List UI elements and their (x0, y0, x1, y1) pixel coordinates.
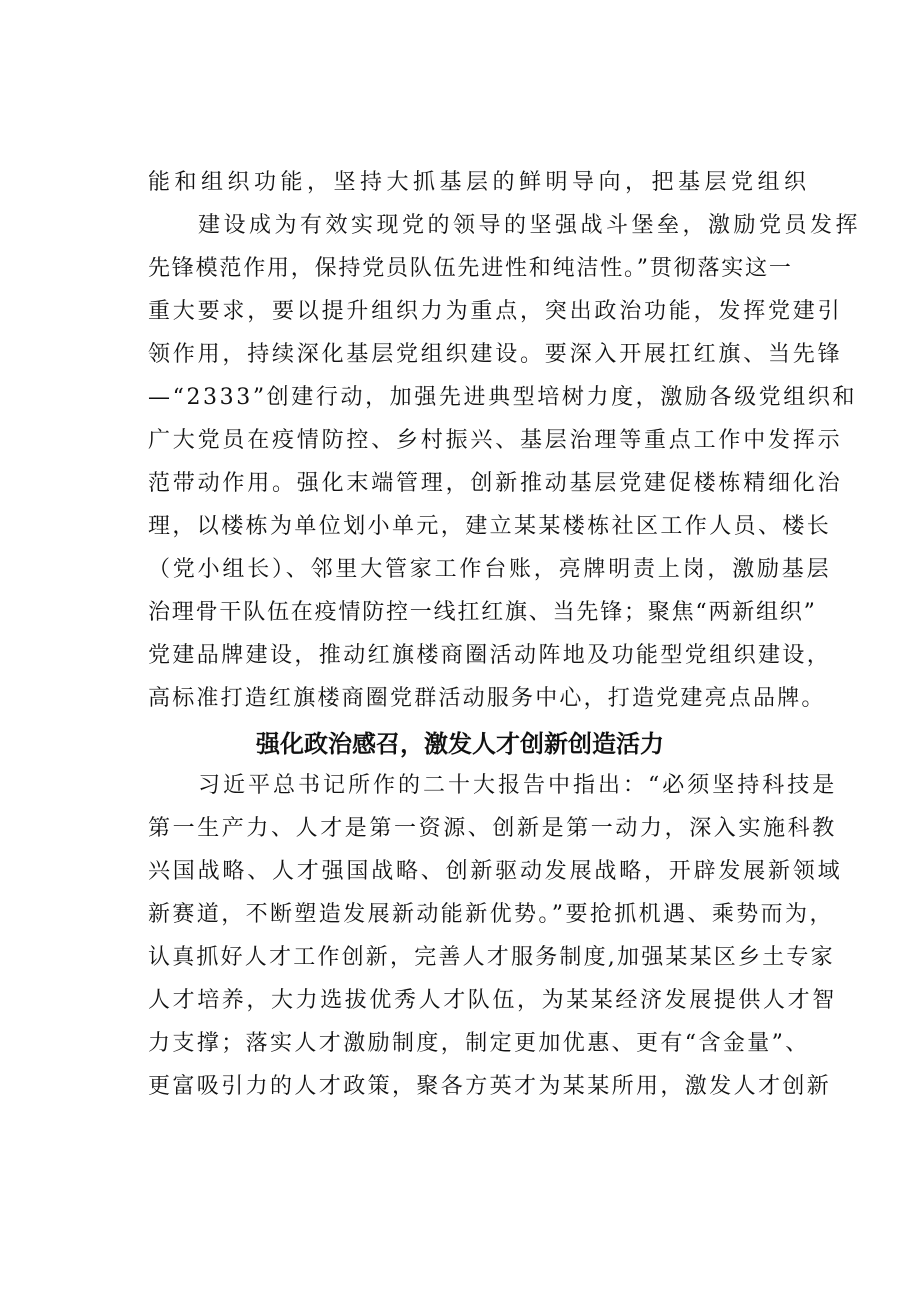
paragraph-line (0, 557, 920, 583)
paragraph-line (0, 213, 920, 239)
paragraph-line (0, 1074, 920, 1100)
line-text: 习近平总书记所作的二十大报告中指出：“必须坚持科技是 (198, 773, 838, 798)
paragraph-line (0, 342, 920, 368)
line-text: —“2333”创建行动，加强先进典型培树力度，激励各级党组织和 (148, 385, 858, 410)
paragraph-line (0, 471, 920, 497)
paragraph-line (0, 859, 920, 885)
line-text: 领作用，持续深化基层党组织建设。要深入开展扛红旗、当先锋 (148, 342, 843, 367)
line-text: 治理骨干队伍在疫情防控一线扛红旗、当先锋；聚焦“两新组织” (148, 600, 817, 625)
line-text: 力支撑；落实人才激励制度，制定更加优惠、更有“含金量”、 (148, 1031, 810, 1056)
line-text: 新赛道，不断塑造发展新动能新优势。”要抢抓机遇、乘势而为， (148, 902, 834, 927)
line-text: 党建品牌建设，推动红旗楼商圈活动阵地及功能型党组织建设， (148, 643, 832, 668)
line-text: 广大党员在疫情防控、乡村振兴、基层治理等重点工作中发挥示 (148, 428, 843, 453)
line-text: 人才培养，大力选拔优秀人才队伍，为某某经济发展提供人才智 (148, 988, 837, 1013)
paragraph-line (0, 514, 920, 540)
line-text: 先锋模范作用，保持党员队伍先进性和纯洁性。”贯彻落实这一 (148, 256, 793, 281)
paragraph-line (0, 902, 920, 928)
paragraph-line (0, 170, 920, 196)
paragraph-line (0, 686, 920, 712)
paragraph-line (0, 988, 920, 1014)
paragraph-line (0, 428, 920, 454)
section-heading: 强化政治感召，激发人才创新创造活力 (256, 730, 664, 758)
paragraph-line (0, 385, 920, 411)
paragraph-line (0, 256, 920, 282)
paragraph-line (0, 299, 920, 325)
line-text: （党小组长）、邻里大管家工作台账，亮牌明责上岗，激励基层 (148, 557, 832, 582)
paragraph-line (0, 643, 920, 669)
paragraph-line (0, 600, 920, 626)
paragraph-line (0, 773, 920, 799)
paragraph-line (0, 1031, 920, 1057)
line-text: 建设成为有效实现党的领导的坚强战斗堡垒，激励党员发挥 (198, 213, 862, 238)
line-text: 更富吸引力的人才政策，聚各方英才为某某所用，激发人才创新 (148, 1074, 832, 1099)
line-text: 兴国战略、人才强国战略、创新驱动发展战略，开辟发展新领域 (148, 859, 843, 884)
paragraph-line (0, 816, 920, 842)
line-text: 第一生产力、人才是第一资源、创新是第一动力，深入实施科教 (148, 816, 837, 841)
line-text: 范带动作用。强化末端管理，创新推动基层党建促楼栋精细化治 (148, 471, 843, 496)
paragraph-line (0, 945, 920, 971)
line-text: 重大要求，要以提升组织力为重点，突出政治功能，发挥党建引 (148, 299, 843, 324)
line-text: 高标准打造红旗楼商圈党群活动服务中心，打造党建亮点品牌。 (148, 686, 826, 711)
line-text: 理，以楼栋为单位划小单元，建立某某楼栋社区工作人员、楼长 (148, 514, 832, 539)
line-text: 能和组织功能，坚持大抓基层的鲜明导向，把基层党组织 (148, 170, 811, 195)
line-text: 认真抓好人才工作创新，完善人才服务制度,加强某某区乡土专家 (148, 945, 835, 970)
